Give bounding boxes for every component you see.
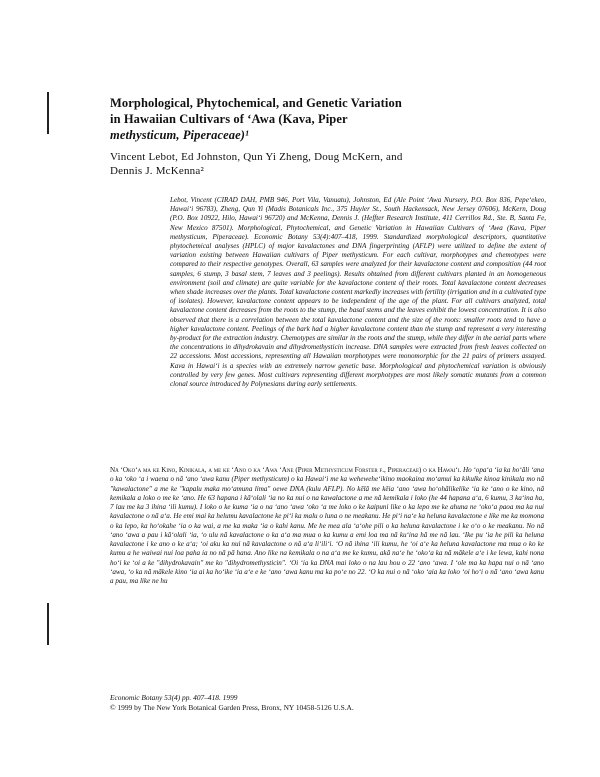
journal-citation: Economic Botany 53(4) pp. 407–418. 1999 bbox=[110, 693, 238, 702]
author-list bbox=[110, 150, 550, 179]
left-margin-mark-top bbox=[47, 92, 49, 134]
title-line-2: in Hawaiian Cultivars of ʻAwa (Kava, Piper bbox=[110, 112, 348, 126]
paper-title bbox=[110, 95, 530, 143]
authors-line-1: Vincent Lebot, Ed Johnston, Qun Yi Zheng, Doug McKern, and bbox=[110, 151, 403, 163]
english-abstract: Lebot, Vincent (CIRAD DAH, PMB 946, Port Vila, Vanuatu), Johnston, Ed (Ale Point ʻAwa Nursery, P.O. Box 836, Pepeʻekeo, Hawaiʻi 96783), Zheng, Qun Yi (Madis Botanicals Inc., 375 Huyler St., South Hackensack, New Jersey 07606), McKern, Doug (P.O. Box 10922, Hilo, Hawaiʻi 96720) and McKenna, Dennis J. (Heffter Research Institute, 411 Cerrillos Rd., Ste. B, Santa Fe, New Mexico 87501). Morphological, Phytochemical, and Genetic Variation in Hawaiian Cultivars of ʻAwa (Kava, Piper methysticum, Piperaceae). Economic Botany 53(4):407–418, 1999. Standardized morphological descriptors, quantitative phytochemical analyses (HPLC) of major kavalactones and DNA fingerprinting (AFLP) were utilized to define the extent of variation existing between Hawaiian cultivars of Piper methysticum. For each cultivar, morphotypes and chemotypes were compared to their respective genotypes. Overall, 63 samples were analyzed for their kavalactone content and composition (44 root samples, 6 stump, 3 basal stem, 7 leaves and 3 peelings). Results obtained from different cultivars planted in an homogeneous environment (soil and climate) are quite variable for the kavalactone content of their roots. Total kavalactone content decreases when shade increases over the plants. Total kavalactone content markedly increases with fertility (irrigation and in a cultivated type of isolates). However, kavalactone content appears to be independent of the age of the plant. For all cultivars analyzed, total kavalactone content decreases from the roots to the stump, the basal stems and the leaves exhibit the lowest concentration. It is also observed that there is a correlation between the total kavalactone content and the size of the roots: smaller roots tend to have a higher kavalactone content. Peelings of the bark had a higher kavalactone content than the stump and represent a very interesting by-product for the extraction industry. Chemotypes are similar in the roots and the stump, while they differ in the aerial parts where the concentrations in dihydrokavain and dihydromethysticin increase. DNA samples were extracted from fresh leaves collected on 22 accessions. Most accessions, representing all Hawaiian morphotypes were monomorphic for the 21 pairs of primers assayed. Kava in Hawaiʻi is a species with an extremely narrow genetic base. Morphological and phytochemical variation is obviously controlled by very few genes. Most cultivars representing different morphotypes are most likely somatic mutants from a common clonal source introduced by Polynesians during early settlements. bbox=[170, 196, 546, 389]
copyright-notice: © 1999 by The New York Botanical Garden Press, Bronx, NY 10458-5126 U.S.A. bbox=[110, 702, 354, 712]
hawaiian-abstract-body: Ho ʻopaʻa ʻia ka hoʻāli ʻana o ka ʻoko ʻa i waena o nā ʻano ʻawa kanu (Piper methysticum) o ka Hawaiʻi me ka weheweheʻikino maokaina moʻamui ka kikulke kinoa kinikala mo nā "kawalactone" a me ke "kapalu maka moʻamuna lima" oewe DNA (kulu AFLP). No kēlā me kēia ʻano ʻawa hoʻohālikelike ʻia ke ʻano o ke kino, nā kemikala a loko o me ke ʻano. He 63 hapana i kāʻolali ʻia no ka nui o na kawalactone a me nā kemikala i loko (he 44 hapana aʻa, 6 kumu, 3 kaʻina ha, 7 lau me ka 3 ihina ʻili kumu). I loko o ke kuma ʻia o na ʻano ʻawa ʻoko ʻa me loko o ke kaipuni like o ka lepo me ke ahuna ne ʻokoʻa paoa ma ka nui kavalactone o nā aʻa. He emi mai ka helumu kavalactone ke piʻi ka malu o luna o ne meakanu. He piʻi naʻe ka heluna kavalactone e like me ka momona o ka lepo, ka hoʻokahe ʻia o ka wai, a me ka maka ʻia o kahi kanu. Me he mea ala ʻaʻohe pili o ka heluna kavalactone i ke oʻo o ke meakanu. No nā ʻano ʻawa a pau i kāʻolali ʻia, ʻo ulu nā kavalactone o ka aʻa ma mua o ka kumu a emi loa ma nā kuʻina hā me nā lau. ʻIke pu ʻia he pili ka heluna kavalactone i ke ano o ke aʻa; ʻoi aku ka nui nā kavalactone o nā aʻa liʻiliʻi. ʻO nā ihina ʻili kumu, he ʻoi aʻe ka heluna kavalactone ma mua o ko ke kumu a he waiwai nui loa paha ia no nā pā hana. Ano like na kemikala o na aʻa me ke kumu, akā naʻe he ʻokoʻa ka nā mākele aʻe i ke lewa, kahi nona hoʻi ke ʻoi a ke "dihydrokavain" me ko "dihydromethysticin". ʻOi ʻia ka DNA mai loko o na lau hou o 22 ʻano ʻawa. I ʻole ma ka hapa nui o nā ʻano ʻawa, ʻo ka nā mākele kino ʻia ai ka hoʻike ʻia aʻe e ke ʻano ʻawa kanu ma ka poʻe no 22. ʻO ka nui o nā ʻoko ʻaia ka loko ʻoi hoʻi o nā ʻano ʻawa kanu a pau, ma like ne hu bbox=[110, 466, 544, 585]
left-margin-mark-bottom bbox=[47, 603, 49, 645]
title-line-1: Morphological, Phytochemical, and Genetic Variation bbox=[110, 96, 402, 110]
hawaiian-abstract bbox=[110, 466, 544, 586]
title-line-3: methysticum, Piperaceae)¹ bbox=[110, 128, 249, 142]
publication-footer bbox=[110, 693, 544, 712]
hawaiian-abstract-heading: Nā ʻOkoʻa ma ke Kino, Kinikala, a me ke ʻAno o ka ʻAwa ʻAne (Piper Methysticum Forster f., Piperaceae) o ka Hawaiʻi. bbox=[110, 466, 462, 474]
authors-line-2: Dennis J. McKenna² bbox=[110, 165, 204, 178]
